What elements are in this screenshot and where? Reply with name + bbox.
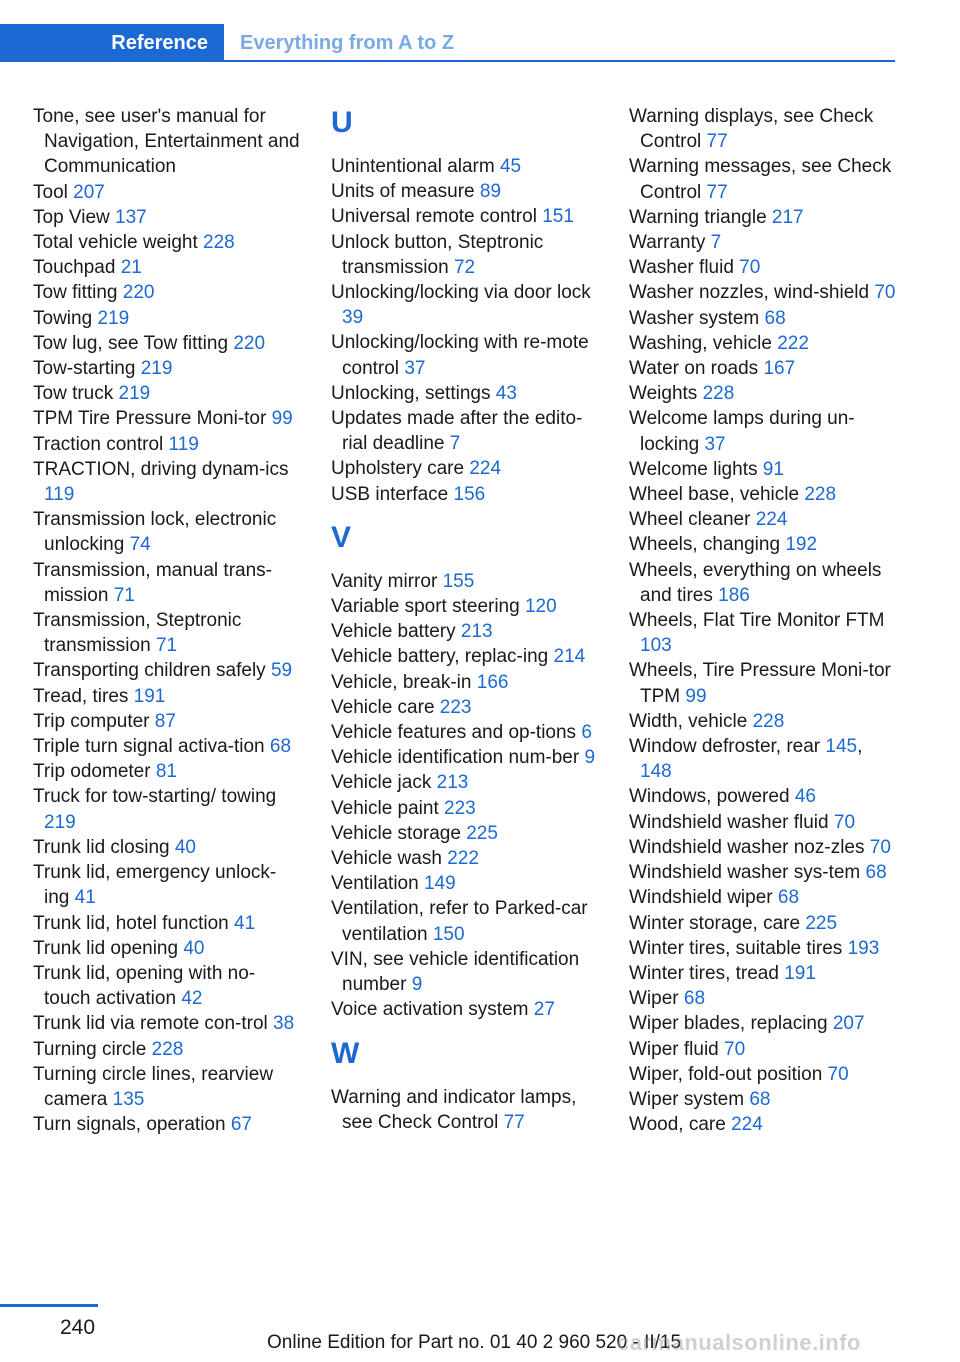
index-entry-term: Transporting children safely xyxy=(33,660,266,682)
index-entry-term: Updates made after the edito-rial deadline xyxy=(331,408,583,455)
index-entry-term: Unintentional alarm xyxy=(331,156,495,177)
index-entry xyxy=(331,280,599,330)
page-reference-link[interactable]: 38 xyxy=(273,1013,295,1035)
index-entry-term: Vehicle storage xyxy=(331,822,461,844)
index-entry xyxy=(629,810,897,835)
index-entry xyxy=(629,331,897,356)
index-entry xyxy=(629,306,897,331)
index-entry xyxy=(33,331,301,356)
page-reference-link[interactable]: 21 xyxy=(120,257,142,279)
index-entry xyxy=(331,947,599,997)
index-entry-term: Wheels, changing xyxy=(629,534,781,556)
page-reference-link[interactable]: 77 xyxy=(706,131,728,153)
page-reference-link[interactable]: 68 xyxy=(777,887,800,909)
index-entry-term: Tread, tires xyxy=(33,685,129,707)
index-column-3 xyxy=(629,104,897,1137)
page-reference-link[interactable]: 228 xyxy=(702,383,735,405)
index-entry xyxy=(33,381,301,406)
index-entry-term: Tow-starting xyxy=(33,358,136,380)
page-reference-link[interactable]: 42 xyxy=(181,988,203,1010)
index-entry-term: Top View xyxy=(33,206,110,228)
page-reference-link[interactable]: 191 xyxy=(784,962,816,984)
page-reference-link[interactable]: 145 xyxy=(825,736,858,758)
page-number: 240 xyxy=(60,1316,96,1339)
page-reference-link[interactable]: 9 xyxy=(584,747,596,769)
page-reference-link[interactable]: 68 xyxy=(683,988,706,1010)
index-entry-term: Vehicle jack xyxy=(331,772,432,794)
page-reference-link[interactable]: 228 xyxy=(151,1038,184,1060)
index-entry-term: Trunk lid, opening with no-touch activation xyxy=(33,962,256,1010)
page-reference-link[interactable]: 148 xyxy=(640,761,672,783)
index-entry-term: Ventilation xyxy=(331,873,419,895)
index-entry xyxy=(629,381,897,406)
page-reference-link[interactable]: 213 xyxy=(460,621,493,643)
page-reference-link[interactable]: 77 xyxy=(503,1111,525,1133)
index-entry-term: Trunk lid, emergency unlock-ing xyxy=(33,862,277,909)
index-entry-term: Traction control xyxy=(33,433,164,455)
index-entry xyxy=(629,457,897,482)
index-entry-term: Welcome lights xyxy=(629,458,758,480)
index-entry xyxy=(331,745,599,770)
page-reference-link[interactable]: 155 xyxy=(442,570,475,592)
index-letter-heading: U xyxy=(331,106,353,139)
page-reference-link[interactable]: 150 xyxy=(432,923,465,945)
index-entry xyxy=(629,885,897,910)
index-entry xyxy=(629,406,897,456)
page-reference-link[interactable]: 156 xyxy=(453,483,486,505)
index-entry-term: Windshield washer sys-tem xyxy=(629,862,861,884)
index-entry-term: Windshield washer fluid xyxy=(629,811,829,833)
page-reference-link[interactable]: 39 xyxy=(342,307,364,329)
index-entry xyxy=(331,330,599,380)
index-entry xyxy=(331,179,599,204)
index-entry-term: Vehicle, break-in xyxy=(331,671,472,693)
index-entry xyxy=(33,608,301,658)
index-entry xyxy=(629,356,897,381)
index-entry: Window defroster, rear 145, 148 xyxy=(629,736,863,783)
index-entry-term: Wheels, everything on wheels and tires xyxy=(629,559,882,606)
page-reference-link[interactable]: 186 xyxy=(718,584,750,606)
page-reference-link[interactable]: 207 xyxy=(832,1013,865,1035)
index-entry xyxy=(33,255,301,280)
index-entry xyxy=(331,594,599,619)
index-entry xyxy=(33,180,301,205)
page-reference-link[interactable]: 40 xyxy=(183,937,205,959)
index-entry xyxy=(33,1011,301,1036)
index-entry xyxy=(331,1085,599,1135)
index-entry xyxy=(331,695,599,720)
index-entry-term: Units of measure xyxy=(331,181,475,203)
page-reference-link[interactable]: 151 xyxy=(542,206,574,228)
index-entry xyxy=(629,608,897,658)
index-entry xyxy=(629,936,897,961)
page-reference-link[interactable]: 72 xyxy=(453,256,476,278)
index-entry xyxy=(331,670,599,695)
page-reference-link[interactable]: 166 xyxy=(476,671,509,693)
page-reference-link[interactable]: 228 xyxy=(752,710,785,732)
page-reference-link[interactable]: 135 xyxy=(112,1088,145,1110)
page-reference-link[interactable]: 119 xyxy=(44,484,75,506)
page-reference-link[interactable]: 89 xyxy=(479,181,502,203)
index-entry-term: Ventilation, refer to Parked-car ventilation xyxy=(331,898,588,945)
index-letter-heading: W xyxy=(331,1036,360,1070)
index-entry-term: TPM Tire Pressure Moni-tor xyxy=(33,408,267,430)
page-reference-link[interactable]: 220 xyxy=(122,282,155,304)
index-entry xyxy=(629,154,897,204)
index-entry xyxy=(629,1062,897,1087)
page-reference-link[interactable]: 41 xyxy=(74,887,96,909)
page-reference-link[interactable]: 68 xyxy=(749,1088,771,1110)
index-entry-term: Wheel base, vehicle xyxy=(629,484,800,506)
page-reference-link[interactable]: 71 xyxy=(155,635,178,657)
page-reference-link[interactable]: 214 xyxy=(553,646,586,668)
index-entry xyxy=(331,770,599,795)
page-reference-link[interactable]: 74 xyxy=(129,534,151,556)
index-entry xyxy=(629,532,897,557)
index-entry xyxy=(33,734,301,759)
page-reference-link[interactable]: 219 xyxy=(118,383,151,405)
index-entry-term: Trip odometer xyxy=(33,761,151,783)
page-reference-link[interactable]: 119 xyxy=(168,433,199,455)
index-entry-term: Trunk lid opening xyxy=(33,937,179,959)
index-entry-term: Turning circle xyxy=(33,1038,147,1060)
page-reference-link[interactable]: 120 xyxy=(524,596,557,618)
index-entry-term: Warning and indicator lamps, see Check Control xyxy=(331,1086,577,1133)
page-reference-link[interactable]: 77 xyxy=(706,181,728,203)
index-entry xyxy=(33,306,301,331)
index-entry xyxy=(629,961,897,986)
page-reference-link[interactable]: 40 xyxy=(174,836,196,858)
index-entry xyxy=(33,230,301,255)
page-reference-link[interactable]: 137 xyxy=(115,206,147,228)
index-entry xyxy=(629,1087,897,1112)
index-entry-term: Transmission lock, electronic unlocking xyxy=(33,509,277,556)
page-reference-link[interactable]: 70 xyxy=(739,257,761,279)
section-gap xyxy=(331,1023,599,1035)
index-entry xyxy=(629,1112,897,1137)
index-entry-term: Vehicle care xyxy=(331,696,435,718)
index-entry-term: Trip computer xyxy=(33,710,150,732)
page-reference-link[interactable]: 70 xyxy=(827,1063,849,1085)
index-entry xyxy=(331,796,599,821)
page-reference-link[interactable]: 103 xyxy=(640,635,672,657)
index-entry xyxy=(629,1011,897,1036)
index-entry-term: Windshield washer noz-zles xyxy=(629,836,865,858)
index-entry xyxy=(33,759,301,784)
index-entry xyxy=(33,205,301,230)
index-entry-term: Towing xyxy=(33,307,93,329)
index-entry xyxy=(331,896,599,946)
page-reference-link[interactable]: 207 xyxy=(73,181,105,203)
index-entry xyxy=(33,507,301,557)
page-reference-link[interactable]: 222 xyxy=(447,848,479,870)
header-section-title: Everything from A to Z xyxy=(240,31,455,54)
index-entry-term: Washing, vehicle xyxy=(629,332,772,354)
index-entry-term: Transmission, manual trans-mission xyxy=(33,559,272,606)
index-entry-term: Touchpad xyxy=(33,257,116,279)
index-entry-term: Tow fitting xyxy=(33,282,118,304)
index-entry-term: Water on roads xyxy=(629,358,759,380)
index-entry-term: TRACTION, driving dynam-ics xyxy=(33,458,289,480)
index-column-1 xyxy=(33,104,301,1137)
index-entry xyxy=(331,997,599,1022)
index-entry xyxy=(33,1062,301,1112)
index-entry-term: Variable sport steering xyxy=(331,596,520,618)
page-reference-link[interactable]: 37 xyxy=(704,433,726,455)
index-entry xyxy=(629,558,897,608)
page-reference-link[interactable]: 70 xyxy=(833,811,856,833)
index-entry-term: Welcome lamps during un-locking xyxy=(629,408,855,455)
page-reference-link[interactable]: 41 xyxy=(234,912,256,934)
index-entry xyxy=(629,784,897,809)
index-entry-term: Tool xyxy=(33,181,68,203)
index-entry xyxy=(629,104,897,154)
page-reference-link[interactable]: 45 xyxy=(499,156,522,177)
index-entry-term: VIN, see vehicle identification number xyxy=(331,948,580,996)
index-entry-term: Weights xyxy=(629,383,698,405)
page-reference-link[interactable]: 46 xyxy=(794,786,816,808)
index-entry xyxy=(629,280,897,305)
page-reference-link[interactable]: 70 xyxy=(874,282,896,304)
page-reference-link[interactable]: 67 xyxy=(230,1114,252,1136)
page-reference-link[interactable]: 228 xyxy=(804,484,837,506)
index-entry xyxy=(33,457,301,507)
index-entry-term: Upholstery care xyxy=(331,458,465,480)
index-entry-term: Wiper system xyxy=(629,1088,745,1110)
index-entry xyxy=(33,356,301,381)
index-entry-term: Wood, care xyxy=(629,1114,726,1136)
index-entry-term: Voice activation system xyxy=(331,999,529,1021)
index-entry xyxy=(629,658,897,708)
index-entry-term: Windshield wiper xyxy=(629,887,773,909)
index-entry-term: Warning messages, see Check Control xyxy=(629,156,892,203)
page-reference-link[interactable]: 191 xyxy=(133,685,166,707)
index-entry xyxy=(33,784,301,834)
page-reference-link[interactable]: 228 xyxy=(203,232,235,254)
index-entry xyxy=(331,230,599,280)
page-reference-link[interactable]: 99 xyxy=(271,408,293,430)
page-reference-link[interactable]: 43 xyxy=(495,382,517,404)
index-entry xyxy=(33,658,301,683)
index-entry-term: Tone, see user's manual for Navigation, Entertainment and Communication xyxy=(33,106,300,178)
index-entry xyxy=(33,406,301,431)
index-entry xyxy=(331,569,599,594)
index-entry-term: Turning circle lines, rearview camera xyxy=(33,1063,274,1110)
page-reference-link[interactable]: 91 xyxy=(762,458,784,480)
index-entry xyxy=(33,709,301,734)
index-entry-term: Universal remote control xyxy=(331,206,537,228)
index-entry xyxy=(33,104,301,180)
page-reference-link[interactable]: 7 xyxy=(710,232,722,254)
index-entry xyxy=(33,432,301,457)
index-entry-term: Unlocking, settings xyxy=(331,382,491,404)
index-entry-term: Winter storage, care xyxy=(629,912,801,934)
index-entry xyxy=(331,204,599,229)
index-entry xyxy=(629,709,897,734)
index-entry xyxy=(629,860,897,885)
index-entry-term: Warning displays, see Check Control xyxy=(629,106,874,153)
index-letter-heading: V xyxy=(331,520,352,554)
index-entry-term: Vehicle identification num-ber xyxy=(331,747,580,769)
index-entry xyxy=(331,456,599,481)
page-reference-link[interactable]: 217 xyxy=(771,206,804,228)
index-entry xyxy=(331,381,599,406)
page-reference-link[interactable]: 193 xyxy=(847,937,880,959)
page-reference-link[interactable]: 220 xyxy=(233,332,266,354)
index-entry-term: Vehicle paint xyxy=(331,797,439,819)
page-reference-link[interactable]: 225 xyxy=(805,912,838,934)
page-reference-link[interactable]: 222 xyxy=(777,332,809,354)
index-entry xyxy=(33,860,301,910)
index-entry-term: Trunk lid closing xyxy=(33,836,170,858)
page-reference-link[interactable]: 6 xyxy=(581,722,592,744)
edition-note: Online Edition for Part no. 01 40 2 960 520 - II/15 xyxy=(267,1332,682,1353)
page-reference-link[interactable]: 219 xyxy=(97,307,130,329)
page-reference-link[interactable]: 192 xyxy=(785,534,818,556)
index-entry-term: Wiper xyxy=(629,988,679,1010)
page-reference-link[interactable]: 9 xyxy=(411,974,423,996)
index-entry-term: Wiper fluid xyxy=(629,1038,719,1060)
index-entry-term: Truck for tow-starting/ towing xyxy=(33,786,277,808)
index-entry-term: Wheels, Flat Tire Monitor FTM xyxy=(629,610,885,632)
index-entry-term: Unlock button, Steptronic transmission xyxy=(331,231,544,278)
index-entry-term: Washer system xyxy=(629,307,760,329)
index-entry xyxy=(331,619,599,644)
index-entry-term: Turn signals, operation xyxy=(33,1114,226,1136)
index-entry xyxy=(33,911,301,936)
index-entry xyxy=(33,835,301,860)
page-reference-link[interactable]: 224 xyxy=(731,1114,763,1136)
index-entry-term: Warning triangle xyxy=(629,206,767,228)
index-entry xyxy=(33,961,301,1011)
index-entry-term: Wiper, fold-out position xyxy=(629,1063,823,1085)
index-entry xyxy=(33,936,301,961)
index-entry-term: Tow lug, see Tow fitting xyxy=(33,332,229,354)
index-entry-term: Window defroster, rear xyxy=(629,736,821,758)
index-entry-term: Washer nozzles, wind-shield xyxy=(629,282,870,304)
index-entry-term: Windows, powered xyxy=(629,786,790,808)
page-reference-link[interactable]: 223 xyxy=(444,797,476,819)
index-entry xyxy=(331,644,599,669)
index-entry-term: Total vehicle weight xyxy=(33,232,198,254)
index-entry xyxy=(331,871,599,896)
page-reference-link[interactable]: 7 xyxy=(449,433,461,455)
page-reference-link[interactable]: 81 xyxy=(155,761,177,783)
page-reference-link[interactable]: 37 xyxy=(404,357,426,379)
header-tab: Reference xyxy=(0,24,224,62)
page-reference-link[interactable]: 70 xyxy=(724,1038,746,1060)
index-entry xyxy=(629,1037,897,1062)
index-entry-term: Vehicle battery xyxy=(331,621,456,643)
page-reference-link[interactable]: 71 xyxy=(113,584,135,606)
footer-rule xyxy=(0,1304,98,1307)
index-entry xyxy=(629,911,897,936)
index-entry-term: Vehicle features and op-tions xyxy=(331,722,577,744)
page-reference-link[interactable]: 167 xyxy=(763,358,796,380)
index-entry-term: Width, vehicle xyxy=(629,710,748,732)
index-entry xyxy=(33,280,301,305)
index-entry-term: Wiper blades, replacing xyxy=(629,1013,828,1035)
index-entry xyxy=(629,835,897,860)
index-entry xyxy=(331,154,599,179)
index-entry-term: Tow truck xyxy=(33,383,114,405)
page-reference-link[interactable]: 68 xyxy=(764,307,786,329)
section-gap xyxy=(331,507,599,519)
index-entry-term: Vehicle wash xyxy=(331,848,442,870)
index-entry xyxy=(33,1037,301,1062)
watermark: carmanualsonline.info xyxy=(617,1330,861,1355)
page-reference-link[interactable]: 224 xyxy=(755,509,788,531)
page-reference-link[interactable]: 99 xyxy=(685,685,707,707)
page-reference-link[interactable]: 27 xyxy=(533,999,555,1021)
index-entry xyxy=(331,720,599,745)
page-reference-link[interactable]: 149 xyxy=(423,873,456,895)
page-reference-link[interactable]: 87 xyxy=(154,710,176,732)
index-entry-term: Trunk lid via remote con-trol xyxy=(33,1013,268,1035)
index-entry-term: Triple turn signal activa-tion xyxy=(33,736,265,758)
index-entry xyxy=(629,205,897,230)
page-reference-link[interactable]: 68 xyxy=(865,862,887,884)
index-entry-term: Warranty xyxy=(629,232,706,254)
index-entry-term: Wheel cleaner xyxy=(629,509,751,531)
index-entry-term: Wheels, Tire Pressure Moni-tor TPM xyxy=(629,660,891,707)
index-entry-term: Unlocking/locking via door lock xyxy=(331,282,591,304)
index-entry-term: Vanity mirror xyxy=(331,570,438,592)
index-entry-term: Trunk lid, hotel function xyxy=(33,912,229,934)
page-reference-link[interactable]: 224 xyxy=(469,458,502,480)
page-reference-link[interactable]: 59 xyxy=(270,660,293,682)
index-entry xyxy=(331,406,599,456)
page-reference-link[interactable]: 213 xyxy=(436,772,469,794)
index-entry-term: Vehicle battery, replac-ing xyxy=(331,646,549,668)
index-entry xyxy=(629,255,897,280)
index-entry xyxy=(331,821,599,846)
header-rule xyxy=(224,60,895,62)
page-reference-link[interactable]: 225 xyxy=(466,822,498,844)
index-entry xyxy=(33,1112,301,1137)
index-entry xyxy=(629,482,897,507)
index-entry-term: Winter tires, suitable tires xyxy=(629,937,843,959)
index-entry-term: Washer fluid xyxy=(629,257,734,279)
index-entry-term: Winter tires, tread xyxy=(629,962,779,984)
index-entry xyxy=(629,230,897,255)
index-entry xyxy=(629,507,897,532)
index-entry-term: Transmission, Steptronic transmission xyxy=(33,610,242,657)
page-reference-link[interactable]: 70 xyxy=(869,836,891,858)
page-reference-link[interactable]: 219 xyxy=(140,358,173,380)
index-entry xyxy=(629,986,897,1011)
index-entry-term: Unlocking/locking with re-mote control xyxy=(331,332,589,379)
page-reference-link[interactable]: 68 xyxy=(269,736,292,758)
page-reference-link[interactable]: 219 xyxy=(44,811,76,833)
index-entry xyxy=(331,846,599,871)
index-column-2 xyxy=(331,104,599,1135)
page-reference-link[interactable]: 223 xyxy=(439,696,472,718)
index-entry-term: USB interface xyxy=(331,483,449,505)
index-entry xyxy=(33,558,301,608)
index-entry xyxy=(33,684,301,709)
index-entry xyxy=(331,482,599,507)
